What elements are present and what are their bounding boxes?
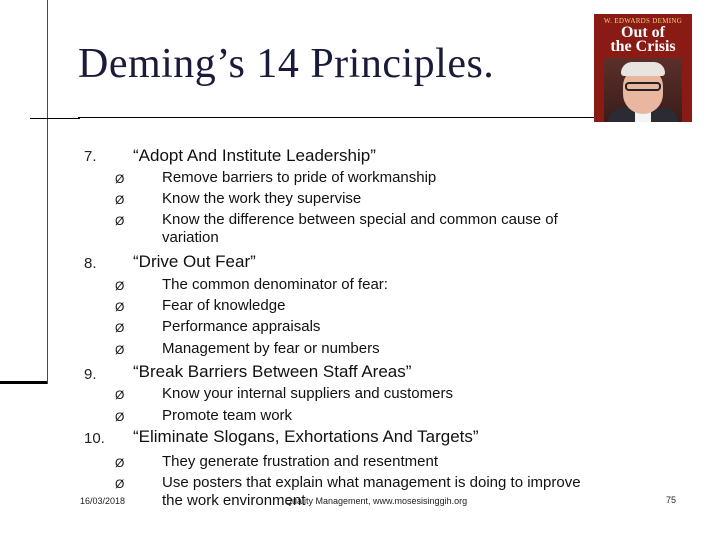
principle-10-bullet-1: They generate frustration and resentment [162, 453, 438, 470]
arrow-bullet-icon: Ø [115, 388, 125, 402]
book-title-line-2: the Crisis [610, 38, 676, 55]
arrow-bullet-icon: Ø [115, 214, 125, 228]
arrow-bullet-icon: Ø [115, 343, 125, 357]
principle-10-bullet-2: Use posters that explain what management is doing to improve [162, 474, 581, 491]
arrow-bullet-icon: Ø [115, 300, 125, 314]
principle-8-heading: “Drive Out Fear” [133, 252, 256, 271]
book-cover-image [594, 14, 692, 122]
portrait-glasses [625, 82, 661, 91]
slide-title: Deming’s 14 Principles. [78, 41, 495, 87]
author-portrait [604, 58, 682, 122]
arrow-bullet-icon: Ø [115, 410, 125, 424]
principle-9-bullet-1: Know your internal suppliers and customers [162, 385, 453, 402]
principle-7-bullet-3: Know the difference between special and common cause of [162, 211, 558, 228]
left-accent-bar [0, 0, 48, 384]
principle-7-bullet-1: Remove barriers to pride of workmanship [162, 169, 437, 186]
principle-9-heading: “Break Barriers Between Staff Areas” [133, 362, 412, 381]
book-author: W. EDWARDS DEMING [603, 17, 683, 25]
principle-10-bullet-2-cont: the work environment [162, 492, 306, 509]
portrait-hair [621, 62, 665, 76]
principle-9-number: 9. [84, 366, 97, 383]
principle-7-bullet-2: Know the work they supervise [162, 190, 362, 207]
principle-8-bullet-1: The common denominator of fear: [162, 276, 388, 293]
principle-7-bullet-3-cont: variation [162, 229, 219, 246]
left-accent-tab [0, 381, 47, 384]
principle-8-number: 8. [84, 255, 97, 272]
principle-8-bullet-2: Fear of knowledge [162, 297, 286, 314]
book-title-line-1: Out of [621, 24, 665, 41]
principle-7-heading: “Adopt And Institute Leadership” [133, 146, 376, 165]
arrow-bullet-icon: Ø [115, 477, 125, 491]
arrow-bullet-icon: Ø [115, 456, 125, 470]
principle-8-bullet-4: Management by fear or numbers [162, 340, 380, 357]
principle-7-number: 7. [84, 148, 97, 165]
arrow-bullet-icon: Ø [115, 321, 125, 335]
footer-date: 16/03/2018 [80, 496, 126, 506]
book-title [594, 26, 692, 54]
principle-10-number: 10. [84, 430, 105, 447]
arrow-bullet-icon: Ø [115, 172, 125, 186]
footer-page-number: 75 [666, 495, 677, 505]
arrow-bullet-icon: Ø [115, 279, 125, 293]
principle-10-heading: “Eliminate Slogans, Exhortations And Targets” [133, 427, 479, 446]
arrow-bullet-icon: Ø [115, 193, 125, 207]
title-rule [78, 117, 683, 118]
principle-8-bullet-3: Performance appraisals [162, 318, 321, 335]
footer-center-text: Quality Management, www.mosesisinggih.org [285, 496, 468, 506]
title-rule-left [30, 118, 80, 119]
principle-9-bullet-2: Promote team work [162, 407, 293, 424]
